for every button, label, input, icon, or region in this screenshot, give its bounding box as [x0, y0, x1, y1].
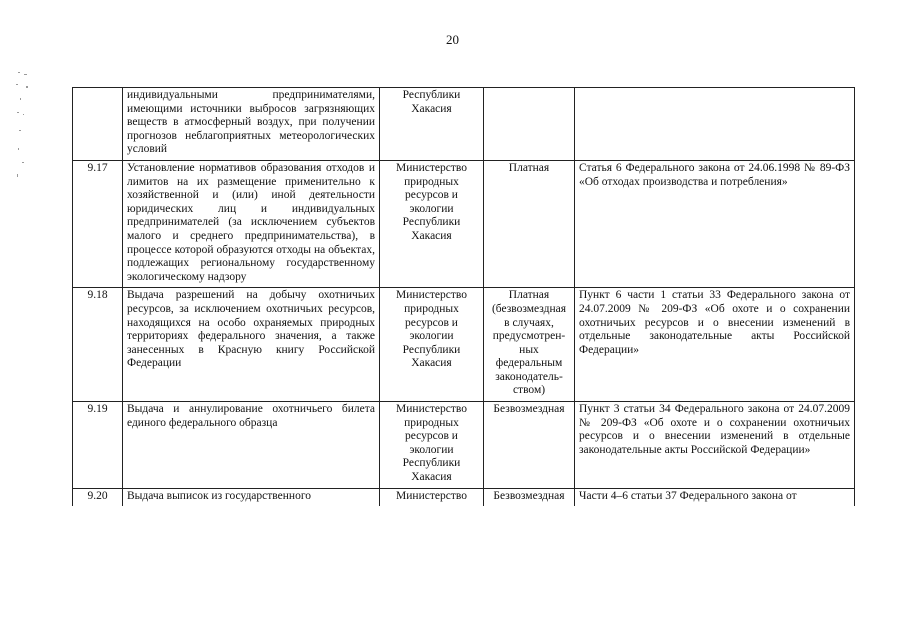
service-name: Установление нормативов образования отходов и лимитов на их размещение применительно к хозяйственной и (или) иной деятельности юридических лиц и индивидуальных предпринимателей (за исключением субъектов малого и среднего предпринимательства), в процессе которой образуются отходы на объектах, подлежащих региональному государственному экологическому надзору	[123, 160, 380, 287]
legal-basis	[575, 88, 855, 161]
service-name: Выдача разрешений на добычу охотничьих ресурсов, за исключением охотничьих ресурсов, находящихся на особо охраняемых природных территориях федерального значения, а также занесенных в Красную книгу Российской Федерации	[123, 288, 380, 402]
responsible-body: Министерство природных ресурсов и экологии Республики Хакасия	[380, 402, 484, 489]
services-table	[72, 87, 855, 506]
row-number	[73, 88, 123, 161]
service-name: индивидуальными предпринимателями, имеющими источники выбросов загрязняющих веществ в атмосферный воздух, при получении прогнозов неблагоприятных метеорологических условий	[123, 88, 380, 161]
fee-type: Безвозмездная	[484, 488, 575, 506]
table-row	[73, 160, 855, 287]
responsible-body: Министерство	[380, 488, 484, 506]
table-row	[73, 88, 855, 161]
responsible-body: Министерство природных ресурсов и экологии Республики Хакасия	[380, 288, 484, 402]
responsible-body: Республики Хакасия	[380, 88, 484, 161]
responsible-body: Министерство природных ресурсов и экологии Республики Хакасия	[380, 160, 484, 287]
scan-noise-marks	[14, 70, 44, 190]
row-number: 9.19	[73, 402, 123, 489]
legal-basis: Статья 6 Федерального закона от 24.06.1998 № 89-ФЗ «Об отходах производства и потребления»	[575, 160, 855, 287]
service-name: Выдача выписок из государственного	[123, 488, 380, 506]
legal-basis: Пункт 6 части 1 статьи 33 Федерального закона от 24.07.2009 № 209-ФЗ «Об охоте и о сохранении охотничьих ресурсов и о внесении изменений в отдельные законодательные акты Российской Федерации»	[575, 288, 855, 402]
fee-type: Платная (безвозмездная в случаях, предусмотрен-ных федеральным законодатель-ством)	[484, 288, 575, 402]
table-row	[73, 402, 855, 489]
fee-type: Платная	[484, 160, 575, 287]
legal-basis: Части 4–6 статьи 37 Федерального закона от	[575, 488, 855, 506]
legal-basis: Пункт 3 статьи 34 Федерального закона от 24.07.2009 № 209-ФЗ «Об охоте и о сохранении охотничьих ресурсов и о внесении изменений в отдельные законодательные акты Российской Федерации»	[575, 402, 855, 489]
row-number: 9.18	[73, 288, 123, 402]
fee-type	[484, 88, 575, 161]
service-name: Выдача и аннулирование охотничьего билета единого федерального образца	[123, 402, 380, 489]
fee-type: Безвозмездная	[484, 402, 575, 489]
page-number: 20	[446, 32, 459, 47]
table-row	[73, 288, 855, 402]
row-number: 9.20	[73, 488, 123, 506]
row-number: 9.17	[73, 160, 123, 287]
table-row	[73, 488, 855, 506]
